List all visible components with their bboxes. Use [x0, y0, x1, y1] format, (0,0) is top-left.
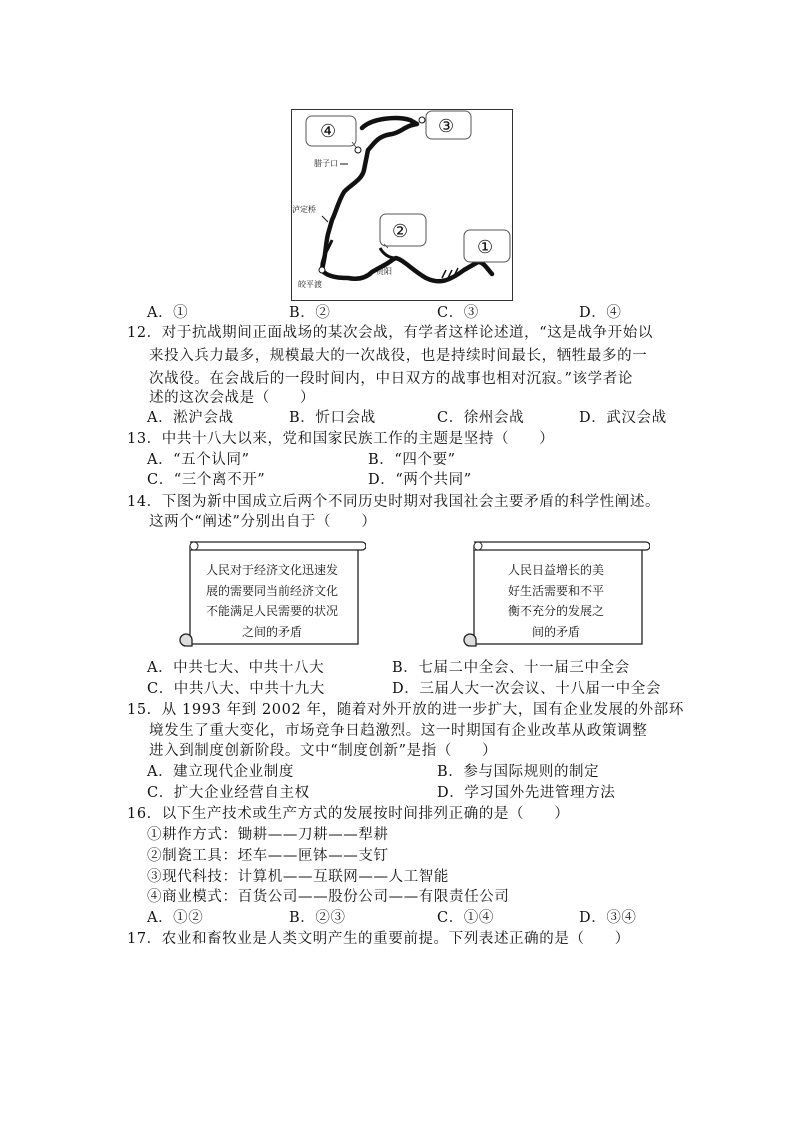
q12-stem-line-3: 次战役。在会战后的一段时间内，中日双方的战事也相对沉寂。”该学者论: [149, 371, 633, 387]
scroll-right-line-3: 衡不充分的发展之: [507, 604, 604, 618]
q16-item-3: ③现代科技：计算机——互联网——人工智能: [147, 869, 449, 885]
q12-option-c: C．徐州会战: [437, 410, 525, 426]
q16-option-b: B．②③: [289, 910, 346, 926]
q14-option-b: B．七届二中全会、十一届三中全会: [392, 660, 630, 676]
place-guiyang: 贵阳: [376, 267, 392, 276]
scroll-left-line-4: 之间的矛盾: [241, 624, 302, 639]
q15-option-b: B．参与国际规则的制定: [437, 764, 600, 780]
marker-3: ③: [438, 116, 455, 137]
q11-option-a: A．①: [147, 305, 189, 321]
q14-option-a: A．中共七大、中共十八大: [147, 660, 325, 676]
scroll-left-line-1: 人民对于经济文化迅速发: [205, 563, 338, 577]
scroll-right-text: [480, 560, 632, 646]
scroll-left: [176, 540, 366, 650]
scroll-right-line-1: 人民日益增长的美: [507, 563, 604, 577]
q17-stem: 17．农业和畜牧业是人类文明产生的重要前提。下列表述正确的是（ ）: [127, 931, 630, 947]
place-lazikou: 腊子口: [314, 159, 338, 168]
scroll-right: [460, 540, 650, 650]
q15-stem-line-3: 进入到制度创新阶段。文中“制度创新”是指（ ）: [149, 743, 498, 759]
q13-stem: 13．中共十八大以来，党和国家民族工作的主题是坚持（ ）: [127, 431, 555, 447]
q16-option-c: C．①④: [437, 910, 494, 926]
scroll-right-line-2: 好生活需要和不平: [507, 583, 604, 598]
scroll-left-line-2: 展的需要同当前经济文化: [205, 583, 338, 598]
q12-stem-line-1: 12．对于抗战期间正面战场的某次会战，有学者这样论述道，“这是战争开始以: [127, 325, 653, 341]
jiaopingdu-dot: [319, 267, 325, 273]
scroll-left-line-3: 不能满足人民需要的状况: [205, 604, 338, 618]
q12-stem-line-4: 述的这次会战是（ ）: [149, 390, 316, 406]
q15-stem-line-2: 境发生了重大变化，市场竞争日趋激烈。这一时期国有企业改革从政策调整: [149, 723, 648, 739]
marker-1: ①: [477, 237, 494, 258]
q13-option-c: C．“三个离不开”: [147, 472, 266, 488]
place-jiaopingdu: 皎平渡: [298, 280, 322, 289]
q11-option-b: B．②: [289, 305, 331, 321]
q16-option-d: D．③④: [579, 910, 637, 926]
q12-option-d: D．武汉会战: [579, 410, 667, 426]
q12-option-a: A．淞沪会战: [147, 410, 234, 426]
q15-option-a: A．建立现代企业制度: [147, 764, 294, 780]
q11-option-d: D．④: [579, 305, 622, 321]
q16-item-2: ②制瓷工具：坯车——匣钵——支钉: [147, 848, 389, 864]
scroll-left-text: [196, 560, 348, 646]
q13-option-d: D．“两个共同”: [368, 472, 472, 488]
q15-stem-line-1: 15．从 1993 年到 2002 年，随着对外开放的进一步扩大，国有企业发展的外部环: [127, 702, 684, 718]
q14-stem-line-2: 这两个“阐述”分别出自于（ ）: [149, 514, 377, 530]
q15-option-d: D．学习国外先进管理方法: [437, 785, 616, 801]
q16-option-a: A．①②: [147, 910, 204, 926]
route-loop: [380, 248, 396, 258]
q13-option-a: A．“五个认同”: [147, 452, 250, 468]
place-ludingqiao: 泸定桥: [292, 205, 316, 214]
q14-option-c: C．中共八大、中共十九大: [147, 681, 325, 697]
route-map-graphic: [292, 110, 512, 300]
long-march-map: [291, 109, 513, 301]
q11-option-c: C．③: [437, 305, 479, 321]
q15-option-c: C．扩大企业经营自主权: [147, 785, 310, 801]
q16-stem: 16．以下生产技术或生产方式的发展按时间排列正确的是（ ）: [127, 806, 570, 822]
q16-item-4: ④商业模式：百货公司——股份公司——有限责任公司: [147, 889, 510, 905]
q12-stem-line-2: 来投入兵力最多，规模最大的一次战役，也是持续时间最长，牺牲最多的一: [149, 348, 648, 364]
callout-dot-3: [419, 117, 425, 123]
scroll-right-line-4: 间的矛盾: [531, 624, 580, 639]
marker-4: ④: [320, 121, 337, 142]
q12-option-b: B．忻口会战: [289, 410, 376, 426]
marker-2: ②: [392, 221, 409, 242]
q14-option-d: D．三届人大一次会议、十八届一中全会: [392, 681, 661, 697]
q16-item-1: ①耕作方式：锄耕——刀耕——犁耕: [147, 827, 389, 843]
q14-stem-line-1: 14．下图为新中国成立后两个不同历史时期对我国社会主要矛盾的科学性阐述。: [127, 494, 661, 510]
callout-dot-4: [355, 147, 361, 153]
q13-option-b: B．“四个要”: [368, 452, 456, 468]
place-ludingqiao-tick: [322, 216, 328, 222]
